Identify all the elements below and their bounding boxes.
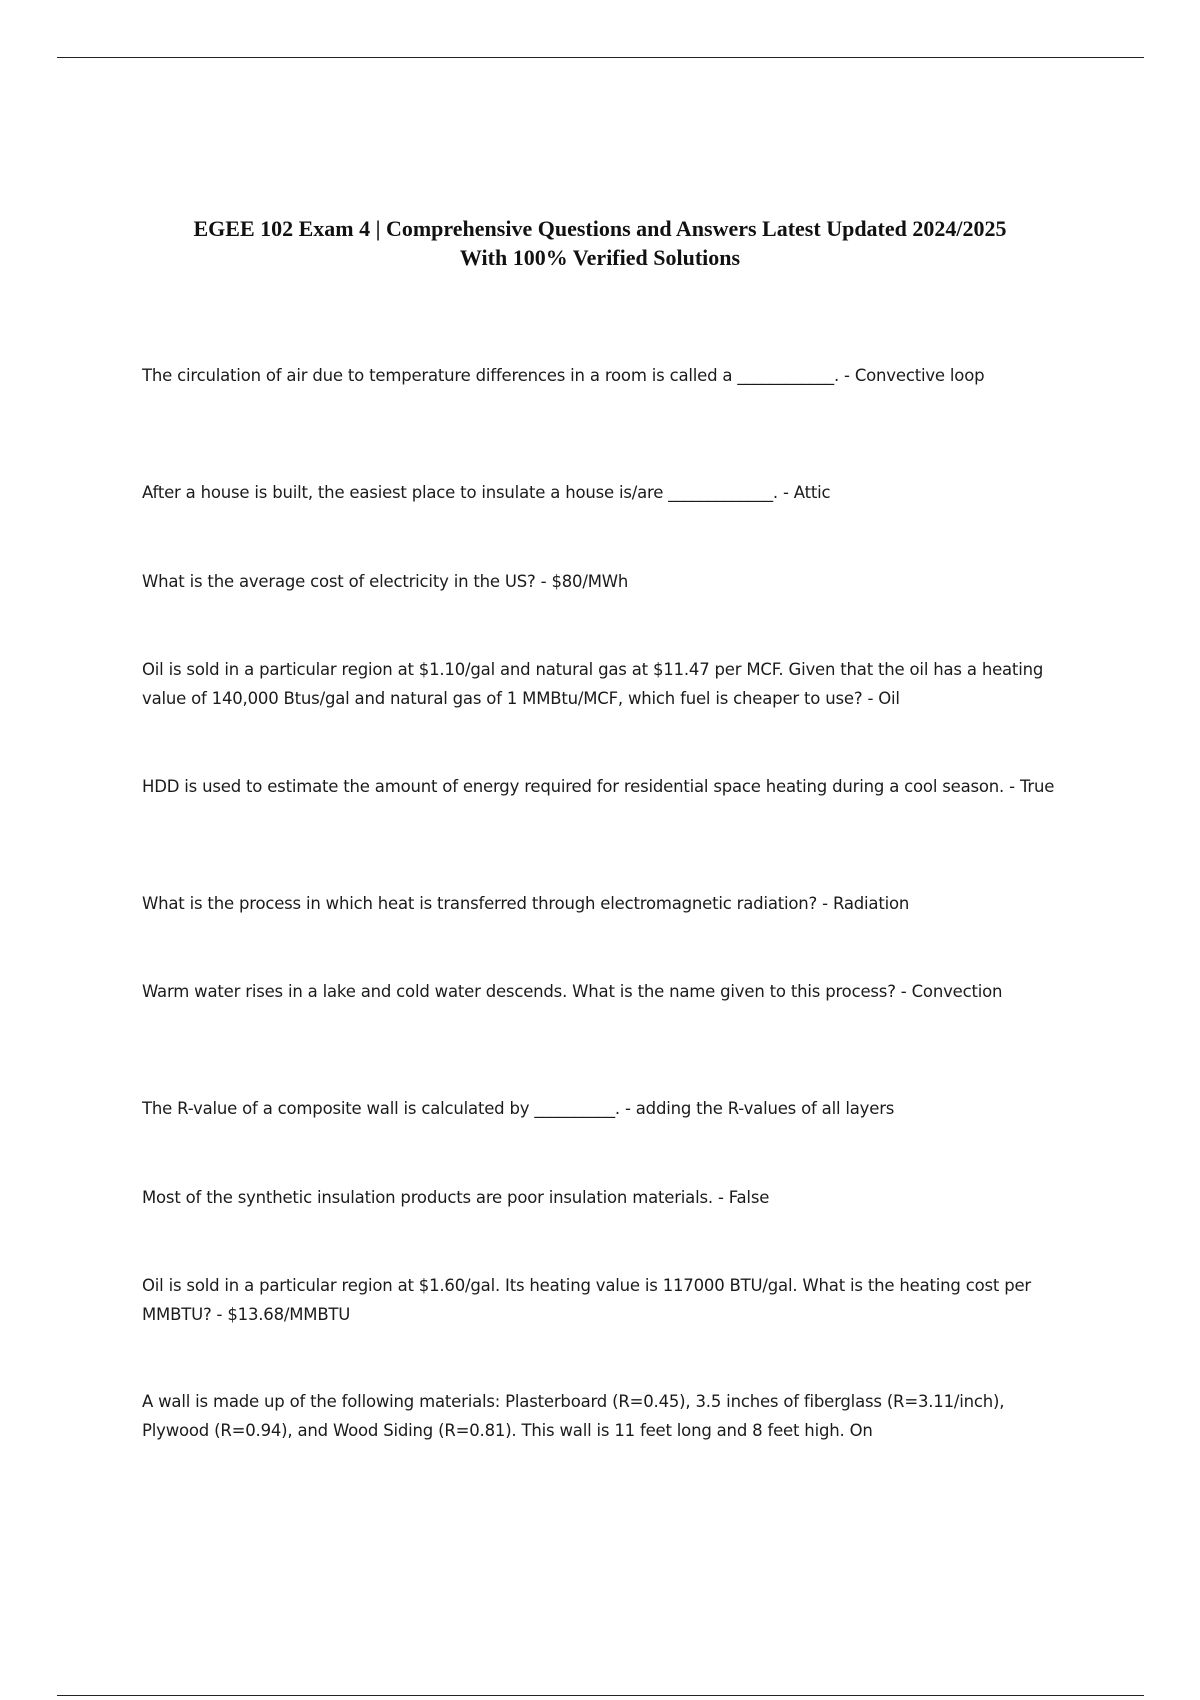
title-line-1: EGEE 102 Exam 4 | Comprehensive Questions and Answers Latest Updated 2024/2025 [193, 216, 1007, 241]
qa-item: Most of the synthetic insulation products are poor insulation materials. - False [142, 1188, 770, 1207]
document-title [100, 214, 1100, 272]
qa-item: Oil is sold in a particular region at $1.60/gal. Its heating value is 117000 BTU/gal. What is the heating cost per MMBTU? - $13.68/MMBTU [142, 1276, 1032, 1324]
qa-item: A wall is made up of the following materials: Plasterboard (R=0.45), 3.5 inches of fiberglass (R=3.11/inch), Plywood (R=0.94), and Wood Siding (R=0.81). This wall is 11 feet long and 8 feet high. On [142, 1392, 1005, 1440]
qa-item: Oil is sold in a particular region at $1.10/gal and natural gas at $11.47 per MCF. Given that the oil has a heating value of 140,000 Btus/gal and natural gas of 1 MMBtu/MCF, which fuel is cheaper to use? - Oil [142, 660, 1044, 708]
top-rule [57, 57, 1144, 58]
qa-item: What is the average cost of electricity in the US? - $80/MWh [142, 572, 629, 591]
qa-item: What is the process in which heat is transferred through electromagnetic radiation? - Radiation [142, 894, 910, 913]
title-line-2: With 100% Verified Solutions [459, 245, 741, 270]
qa-item: The R-value of a composite wall is calculated by __________. - adding the R-values of all layers [142, 1099, 895, 1118]
bottom-rule [57, 1695, 1144, 1696]
qa-item: Warm water rises in a lake and cold water descends. What is the name given to this process? - Convection [142, 982, 1003, 1001]
qa-item: HDD is used to estimate the amount of energy required for residential space heating during a cool season. - True [142, 777, 1055, 796]
qa-item: After a house is built, the easiest place to insulate a house is/are _____________. - Attic [142, 483, 831, 502]
qa-item: The circulation of air due to temperature differences in a room is called a ____________. - Convective loop [142, 366, 985, 385]
